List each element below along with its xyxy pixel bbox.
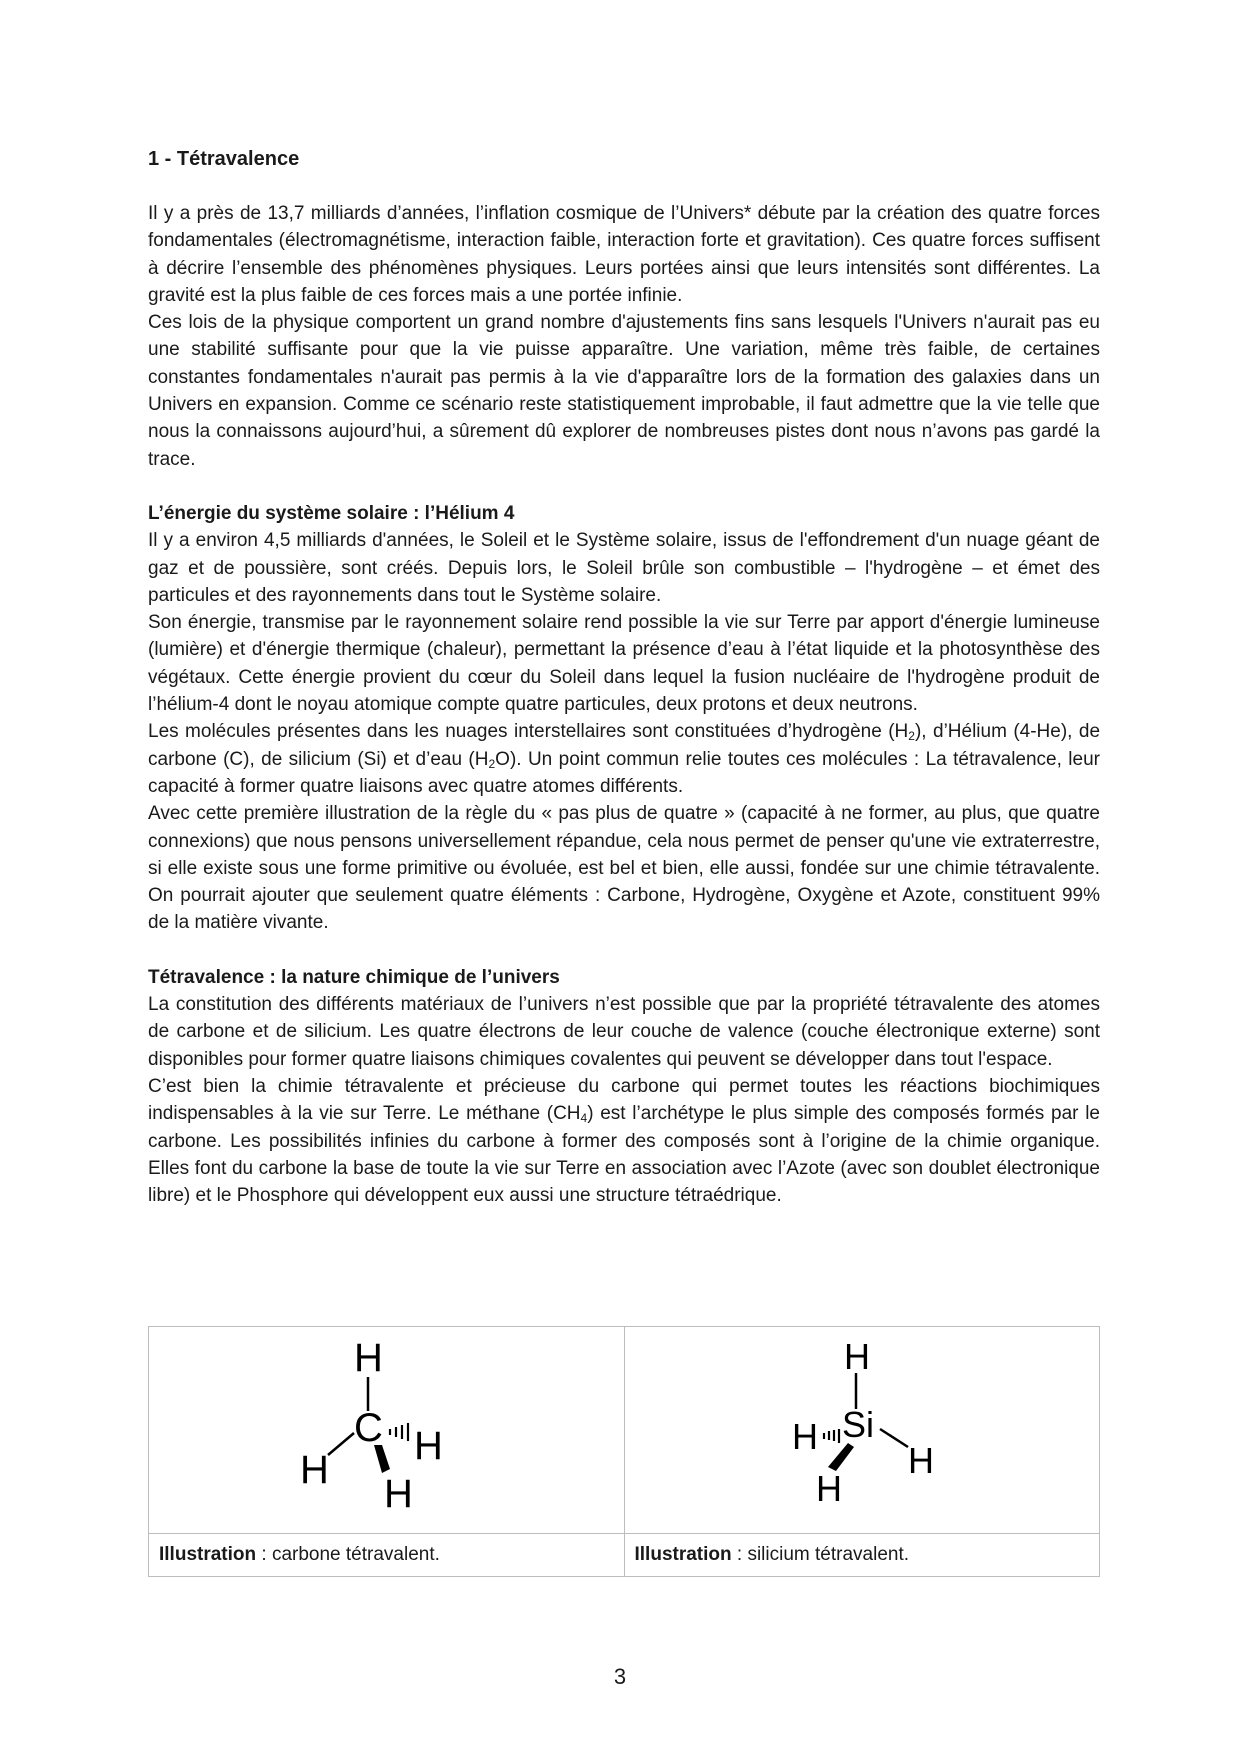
- center-atom-carbon: C: [354, 1405, 384, 1450]
- hydrogen-left: H: [791, 1415, 818, 1457]
- center-atom-silicon: Si: [841, 1403, 874, 1445]
- solar-paragraph-2: Son énergie, transmise par le rayonnement solaire rend possible la vie sur Terre par apport d'énergie lumineuse (lumière) et d'énergie thermique (chaleur), permettant la présence d’eau à l’état liquide et la photosynthèse des végétaux. Cette énergie provient du cœur du Soleil dans lequel la fusion nucléaire de l'hydrogène produit de l’hélium-4 dont le noyau atomique compte quatre particules, deux protons et deux neutrons.: [148, 612, 1100, 716]
- chemistry-paragraph-1: La constitution des différents matériaux de l’univers n’est possible que par la propriété tétravalente des atomes de carbone et de silicium. Les quatre électrons de leur couche de valence (couche électronique externe) sont disponibles pour former quatre liaisons chimiques covalentes qui peuvent se développer dans tout l'espace.: [148, 994, 1100, 1070]
- silicon-figure-cell: [624, 1327, 1100, 1534]
- silicon-caption: Illustration : silicium tétravalent.: [624, 1534, 1100, 1577]
- section-heading: 1 - Tétravalence: [148, 148, 300, 170]
- subheading-solar-energy: L’énergie du système solaire : l’Hélium 4: [148, 502, 515, 524]
- solar-paragraph-3: Les molécules présentes dans les nuages interstellaires sont constituées d’hydrogène $(H_2)$, d’Hélium (4-He), de carbone (C), de silicium (Si) et d’eau $(H_2O)$. Un point commun relie toutes ces molécules : La tétravalence, leur capacité à former quatre liaisons avec quatre atomes différents.: [148, 721, 1101, 797]
- chemistry-paragraph-2: C’est bien la chimie tétravalente et précieuse du carbone qui permet toutes les réactions biochimiques indispensables à la vie sur Terre. Le méthane $(CH_4)$ est l’archétype le plus simple des composés formés par le carbone. Les possibilités infinies du carbone à former des composés sont à l’origine de la chimie organique. Elles font du carbone la base de toute la vie sur Terre en association avec l’Azote (avec son doublet électronique libre) et le Phosphore qui développent eux aussi une structure tétraédrique.: [148, 1075, 1100, 1207]
- subheading-chemical-nature: Tétravalence : la nature chimique de l’univers: [148, 966, 560, 988]
- carbon-figure-cell: [149, 1327, 625, 1534]
- intro-paragraph-1: Il y a près de 13,7 milliards d’années, l’inflation cosmique de l’Univers* débute par la création des quatre forces fondamentales (électromagnétisme, interaction faible, interaction forte et gravitation). Ces quatre forces suffisent à décrire l’ensemble des phénomènes physiques. Leurs portées ainsi que leurs intensités sont différentes. La gravité est la plus faible de ces forces mais a une portée infinie.: [148, 203, 1100, 306]
- intro-paragraph-2: Ces lois de la physique comportent un grand nombre d'ajustements fins sans lesquels l'Univers n'aurait pas eu une stabilité suffisante pour que la vie puisse apparaître. Une variation, même très faible, de certaines constantes fondamentales n'aurait pas permis à la vie d'apparaître lors de la formation des galaxies dans un Univers en expansion. Comme ce scénario reste statistiquement improbable, il faut admettre que la vie telle que nous la connaissons aujourd’hui, a sûrement dû explorer de nombreuses pistes dont nous n’avons pas gardé la trace.: [148, 312, 1100, 470]
- hydrogen-right: H: [907, 1439, 934, 1481]
- hydrogen-top: H: [843, 1335, 870, 1377]
- hydrogen-right: H: [414, 1423, 444, 1468]
- solar-paragraph-4: Avec cette première illustration de la règle du « pas plus de quatre » (capacité à ne former, au plus, que quatre connexions) que nous pensons universellement répandue, cela nous permet de penser qu'une vie extraterrestre, si elle existe sous une forme primitive ou évoluée, est bel et bien, elle aussi, fondée sur une chimie tétravalente. On pourrait ajouter que seulement quatre éléments : Carbone, Hydrogène, Oxygène et Azote, constituent 99% de la matière vivante.: [148, 803, 1100, 934]
- silicon-tetravalent-diagram: [762, 1333, 962, 1523]
- hydrogen-bottom: H: [384, 1471, 414, 1516]
- hydrogen-top: H: [354, 1335, 384, 1380]
- solar-paragraph-1: Il y a environ 4,5 milliards d'années, le Soleil et le Système solaire, issus de l'effondrement d'un nuage géant de gaz et de poussière, sont créés. Depuis lors, le Soleil brûle son combustible – l'hydrogène – et émet des particules et des rayonnements dans tout le Système solaire.: [148, 530, 1100, 606]
- illustration-table: [148, 1326, 1100, 1577]
- hydrogen-bottom: H: [815, 1467, 842, 1509]
- hydrogen-left: H: [300, 1447, 330, 1492]
- page-number: 3: [613, 1664, 627, 1689]
- document-body: [148, 146, 1100, 1209]
- carbon-tetravalent-diagram: [286, 1333, 486, 1523]
- carbon-caption: Illustration : carbone tétravalent.: [149, 1534, 625, 1577]
